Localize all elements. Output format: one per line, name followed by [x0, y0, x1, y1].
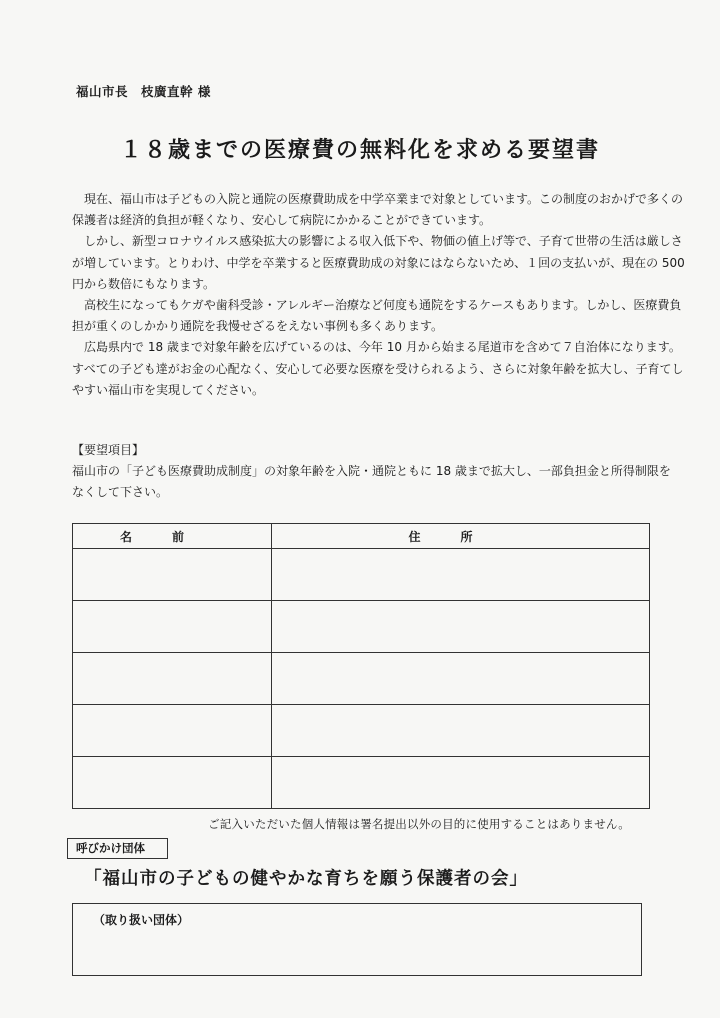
handler-box: [72, 903, 642, 976]
request-heading: 【要望項目】: [72, 443, 145, 457]
address-cell[interactable]: [272, 705, 650, 757]
address-cell[interactable]: [272, 653, 650, 705]
name-cell[interactable]: [73, 549, 272, 601]
handler-label: （取り扱い団体）: [93, 913, 190, 927]
paragraph: しかし、新型コロナウイルス感染拡大の影響による収入低下や、物価の値上げ等で、子育て世帯の生活は厳しさが増しています。とりわけ、中学を卒業すると医療費助成の対象にはならないため、１回の支払いが、現在の 500 円から数倍にもなります。: [72, 234, 685, 291]
column-header-name: 名前: [73, 524, 272, 549]
name-cell[interactable]: [73, 653, 272, 705]
table-row: [73, 549, 650, 601]
signature-table: [72, 523, 650, 809]
organizer-name: 「福山市の子どもの健やかな育ちを願う保護者の会」: [84, 869, 528, 889]
page-title: １８歳までの医療費の無料化を求める要望書: [119, 138, 600, 163]
request-text: 福山市の「子ども医療費助成制度」の対象年齢を入院・通院ともに 18 歳まで拡大し、一部負担金と所得制限をなくして下さい。: [72, 464, 671, 499]
name-cell[interactable]: [73, 757, 272, 809]
table-header-row: [73, 524, 650, 549]
column-header-address: 住所: [272, 524, 650, 549]
address-cell[interactable]: [272, 601, 650, 653]
privacy-note: ご記入いただいた個人情報は署名提出以外の目的に使用することはありません。: [208, 817, 630, 831]
paragraph: 高校生になってもケガや歯科受診・アレルギー治療など何度も通院をするケースもあります。しかし、医療費負担が重くのしかかり通院を我慢せざるをえない事例も多くあります。: [72, 298, 682, 334]
paragraph: 広島県内で 18 歳まで対象年齢を広げているのは、今年 10 月から始まる尾道市を含めて７自治体になります。すべての子ども達がお金の心配なく、安心して必要な医療を受けられるよう、さらに対象年齢を拡大し、子育てしやすい福山市を実現してください。: [72, 340, 684, 397]
address-cell[interactable]: [272, 757, 650, 809]
address-cell[interactable]: [272, 549, 650, 601]
table-row: [73, 705, 650, 757]
paragraph: 現在、福山市は子どもの入院と通院の医療費助成を中学卒業まで対象としています。この制度のおかげで多くの保護者は経済的負担が軽くなり、安心して病院にかかることができています。: [72, 192, 684, 228]
addressee: 福山市長 枝廣直幹 様: [76, 84, 211, 99]
name-cell[interactable]: [73, 705, 272, 757]
petition-body: [72, 189, 692, 401]
table-row: [73, 653, 650, 705]
table-row: [73, 601, 650, 653]
organizer-label: 呼びかけ団体: [67, 838, 168, 859]
table-row: [73, 757, 650, 809]
name-cell[interactable]: [73, 601, 272, 653]
